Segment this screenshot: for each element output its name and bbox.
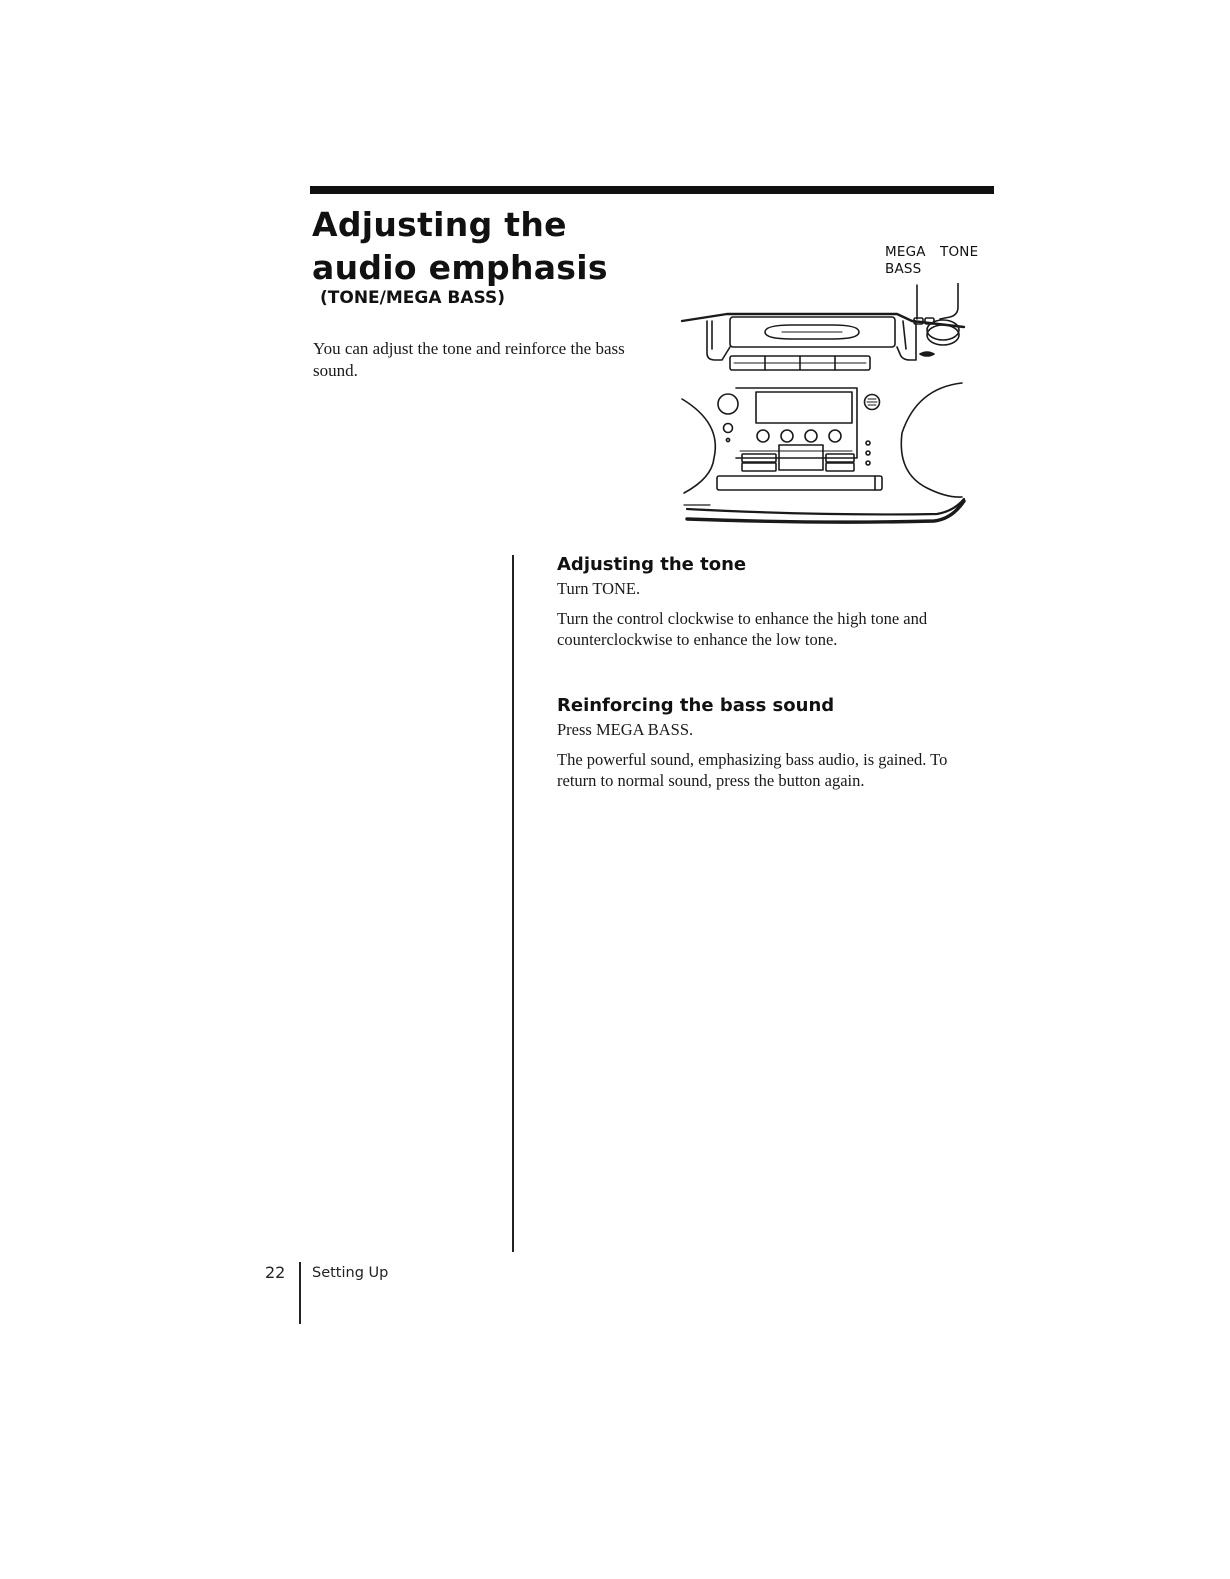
page-title <box>312 203 608 289</box>
footer-section-name: Setting Up <box>312 1265 389 1281</box>
section-adjusting-tone <box>557 552 987 650</box>
mega-bass-label: MEGA BASS <box>885 244 926 277</box>
section-heading: Adjusting the tone <box>557 554 747 575</box>
page-subtitle: (TONE/MEGA BASS) <box>320 288 506 308</box>
footer-divider <box>299 1262 301 1324</box>
section-instruction: Press MEGA BASS. <box>557 720 694 739</box>
page-title-line-2: audio emphasis <box>312 248 608 287</box>
top-rule <box>310 186 994 194</box>
instructions-column <box>557 552 987 791</box>
section-instruction: Turn TONE. <box>557 579 641 598</box>
section-heading: Reinforcing the bass sound <box>557 695 835 716</box>
intro-text: You can adjust the tone and reinforce the bass sound. <box>313 339 625 380</box>
column-divider <box>512 555 514 1252</box>
section-body: The powerful sound, emphasizing bass audio, is gained. To return to normal sound, press the button again. <box>557 750 948 790</box>
page-title-line-1: Adjusting the <box>312 205 567 244</box>
boombox-front-panel-icon <box>672 283 972 528</box>
page-number: 22 <box>265 1263 286 1282</box>
tone-label: TONE <box>940 244 979 260</box>
section-reinforcing-bass <box>557 693 987 791</box>
section-body: Turn the control clockwise to enhance the high tone and counterclockwise to enhance the low tone. <box>557 609 928 649</box>
